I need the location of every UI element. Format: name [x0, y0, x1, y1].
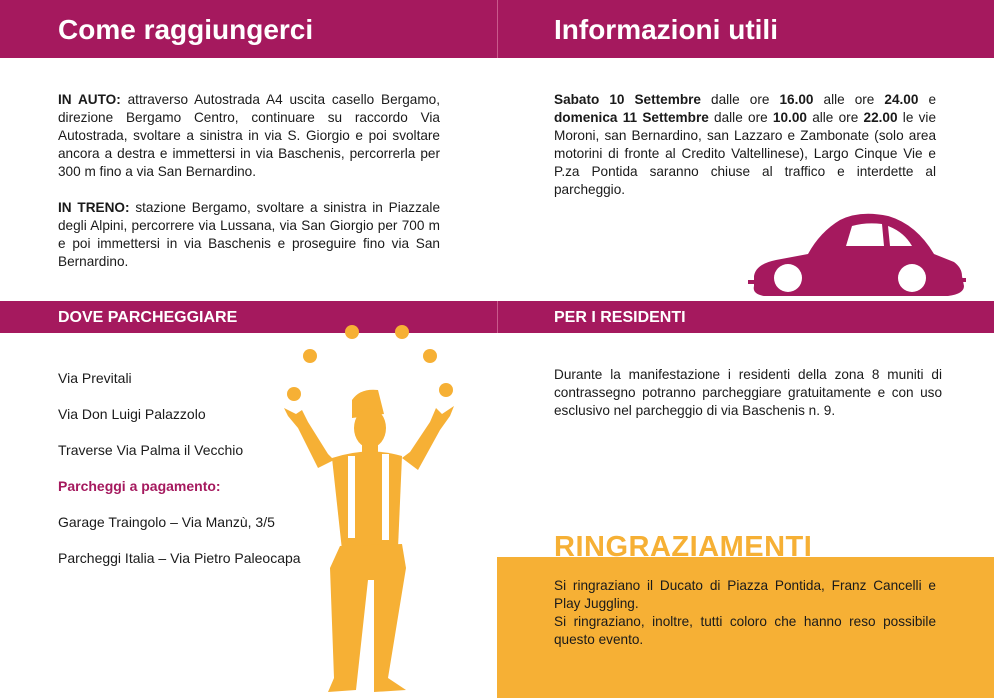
directions-train	[58, 199, 440, 271]
section-title-parking: DOVE PARCHEGGIARE	[58, 309, 238, 326]
directions-car	[58, 91, 440, 181]
parking-free-1: Via Previtali	[58, 370, 132, 386]
header-divider	[497, 0, 498, 58]
section-title-residents: PER I RESIDENTI	[554, 309, 686, 326]
day-sunday: domenica 11 Settembre	[554, 110, 709, 125]
train-text: stazione Bergamo, svoltare a sinistra in Piazzale degli Alpini, percorrere via Lussana, via San Giorgio per 700 m e poi immettersi in via Baschenis e proseguire fino via San Bernardino.	[58, 200, 441, 269]
residents-text: Durante la manifestazione i residenti della zona 8 muniti di contrassegno potranno parcheggiare gratuitamente e con uso esclusivo nel parcheggio di via Baschenis n. 9.	[554, 367, 942, 418]
hour-start-sun: 10.00	[772, 110, 807, 125]
section-title-how-to-reach: Come raggiungerci	[58, 14, 314, 45]
thanks-title: RINGRAZIAMENTI	[554, 531, 813, 558]
car-label: IN AUTO:	[58, 92, 121, 107]
thanks-p1: Si ringraziano il Ducato di Piazza Pontida, Franz Cancelli e Play Juggling.	[554, 578, 936, 611]
subheader-divider	[497, 301, 498, 333]
section-title-useful-info: Informazioni utili	[554, 14, 778, 45]
closure-details: le vie Moroni, san Bernardino, san Lazzaro e Zambonate (solo area motorini di fronte al Credito Valtellinese), Largo Cinque Vie e P.za Pontida saranno chiuse al traffico e interdette al parcheggio.	[554, 110, 936, 197]
car-text: attraverso Autostrada A4 uscita casello Bergamo, direzione Bergamo Centro, continuare su raccordo Via Autostrada, svoltare a sinistra in via S. Giorgio e poi svoltare ancora a destra e immettersi in via Baschenis, percorrerla per 300 m fino a via San Bernardino.	[58, 92, 440, 179]
car-icon	[748, 210, 970, 310]
hour-end-sat: 24.00	[884, 92, 919, 107]
parking-paid-1: Garage Traingolo – Via Manzù, 3/5	[58, 514, 275, 530]
parking-paid-label: Parcheggi a pagamento:	[58, 478, 221, 494]
train-label: IN TRENO:	[58, 200, 130, 215]
hour-end-sun: 22.00	[863, 110, 898, 125]
closure-info: Sabato 10 Settembre dalle ore 16.00 alle ore 24.00 e domenica 11 Settembre dalle ore 10.00 alle ore 22.00 le vie Moroni, san Bernardino, san Lazzaro e Zambonate (solo area motorini di fronte al Credito Valtellinese), Largo Cinque Vie e P.za Pontida saranno chiuse al traffico e interdette al parcheggio.	[554, 92, 937, 197]
thanks-p2: Si ringraziano, inoltre, tutti coloro che hanno reso possibile questo evento.	[554, 614, 936, 647]
day-saturday: Sabato 10 Settembre	[554, 92, 701, 107]
parking-free-2: Via Don Luigi Palazzolo	[58, 406, 206, 422]
hour-start-sat: 16.00	[779, 92, 814, 107]
parking-free-3: Traverse Via Palma il Vecchio	[58, 442, 244, 458]
juggler-illustration	[278, 318, 468, 698]
parking-paid-2: Parcheggi Italia – Via Pietro Paleocapa	[58, 550, 301, 566]
